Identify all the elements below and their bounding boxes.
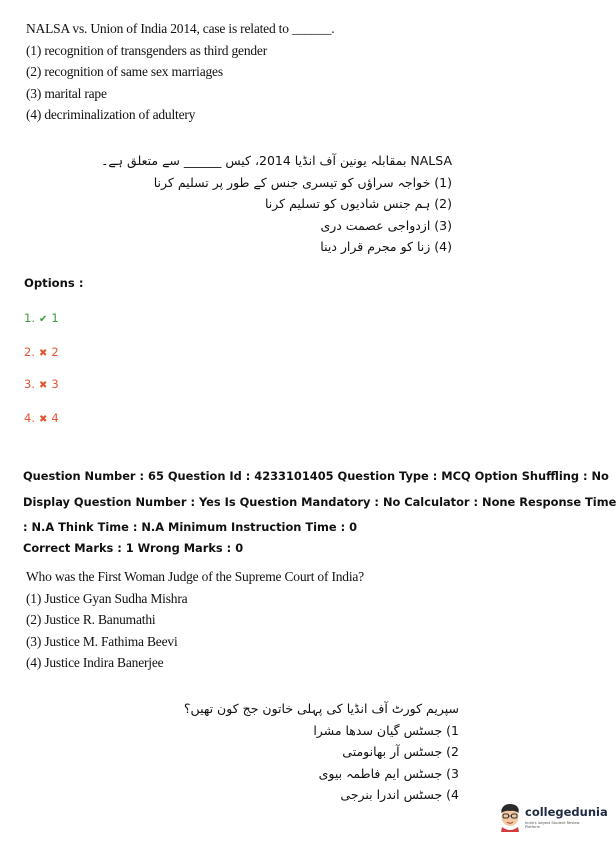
q1-english xyxy=(26,18,334,126)
answer-option-number: 1. xyxy=(24,311,35,325)
cross-icon: ✖ xyxy=(38,348,48,359)
q1-urdu-option-4: (4) زنا کو مجرم قرار دینا xyxy=(320,239,452,254)
q2-urdu xyxy=(184,698,459,806)
q1-urdu-stem: NALSA بمقابلہ یونین آف انڈیا 2014، کیس ______ سے متعلق ہے۔ xyxy=(101,153,452,168)
q2-option-1: (1) Justice Gyan Sudha Mishra xyxy=(26,590,188,606)
q2-option-3: (3) Justice M. Fathima Beevi xyxy=(26,633,178,649)
q2-urdu-stem: سپریم کورٹ آف انڈیا کی پہلی خاتون جج کون تھیں؟ xyxy=(183,701,459,716)
q1-urdu xyxy=(101,150,452,258)
answer-option-1 xyxy=(24,311,59,325)
options-heading: Options : xyxy=(24,276,84,290)
collegedunia-logo xyxy=(497,800,608,838)
answer-option-label: 1 xyxy=(51,311,59,325)
q1-stem: NALSA vs. Union of India 2014, case is related to ______. xyxy=(26,21,335,36)
meta-line-1: Question Number : 65 Question Id : 4233101405 Question Type : MCQ Option Shuffling : No xyxy=(23,469,609,483)
meta-line-2: Display Question Number : Yes Is Question Mandatory : No Calculator : None Response Time xyxy=(23,494,616,509)
meta-line-3: : N.A Think Time : N.A Minimum Instruction Time : 0 xyxy=(23,520,358,534)
answer-option-number: 4. xyxy=(24,411,35,425)
logo-name: collegedunia xyxy=(525,805,608,819)
q1-urdu-option-2: (2) ہم جنس شادیوں کو تسلیم کرنا xyxy=(264,196,452,211)
answer-option-4 xyxy=(24,411,59,425)
answer-option-label: 2 xyxy=(51,345,59,359)
q2-option-2: (2) Justice R. Banumathi xyxy=(26,612,156,627)
q1-option-1: (1) recognition of transgenders as third gender xyxy=(26,42,268,58)
cross-icon: ✖ xyxy=(38,414,48,425)
q2-option-4: (4) Justice Indira Banerjee xyxy=(26,655,164,670)
answer-option-number: 3. xyxy=(24,377,35,391)
q1-option-4: (4) decriminalization of adultery xyxy=(26,107,196,122)
answer-option-number: 2. xyxy=(24,345,35,359)
marks-line: Correct Marks : 1 Wrong Marks : 0 xyxy=(23,541,244,555)
mascot-icon xyxy=(497,802,523,832)
q2-urdu-option-1: 1) جسٹس گیان سدھا مشرا xyxy=(313,722,459,738)
answer-option-label: 4 xyxy=(51,411,59,425)
q2-urdu-option-2: 2) جسٹس آر بھانومتی xyxy=(342,744,459,759)
check-icon: ✔ xyxy=(38,314,48,325)
q2-urdu-option-4: 4) جسٹس اندرا بنرجی xyxy=(340,787,459,802)
q1-option-3: (3) marital rape xyxy=(26,85,107,101)
answer-option-label: 3 xyxy=(51,377,59,391)
q1-urdu-option-1: (1) خواجہ سراؤں کو تیسری جنس کے طور پر تسلیم کرنا xyxy=(153,174,452,190)
q2-urdu-option-3: 3) جسٹس ایم فاطمہ بیوی xyxy=(318,765,459,781)
logo-tagline: India's largest Student Review Platform xyxy=(525,821,580,829)
question-meta xyxy=(23,464,616,541)
q2-english xyxy=(26,566,364,674)
cross-icon: ✖ xyxy=(38,380,48,391)
answer-option-2 xyxy=(24,345,59,359)
q2-stem: Who was the First Woman Judge of the Supreme Court of India? xyxy=(26,569,364,584)
q1-option-2: (2) recognition of same sex marriages xyxy=(26,64,223,79)
answer-option-3 xyxy=(24,377,59,391)
q1-urdu-option-3: (3) ازدواجی عصمت دری xyxy=(320,217,452,233)
